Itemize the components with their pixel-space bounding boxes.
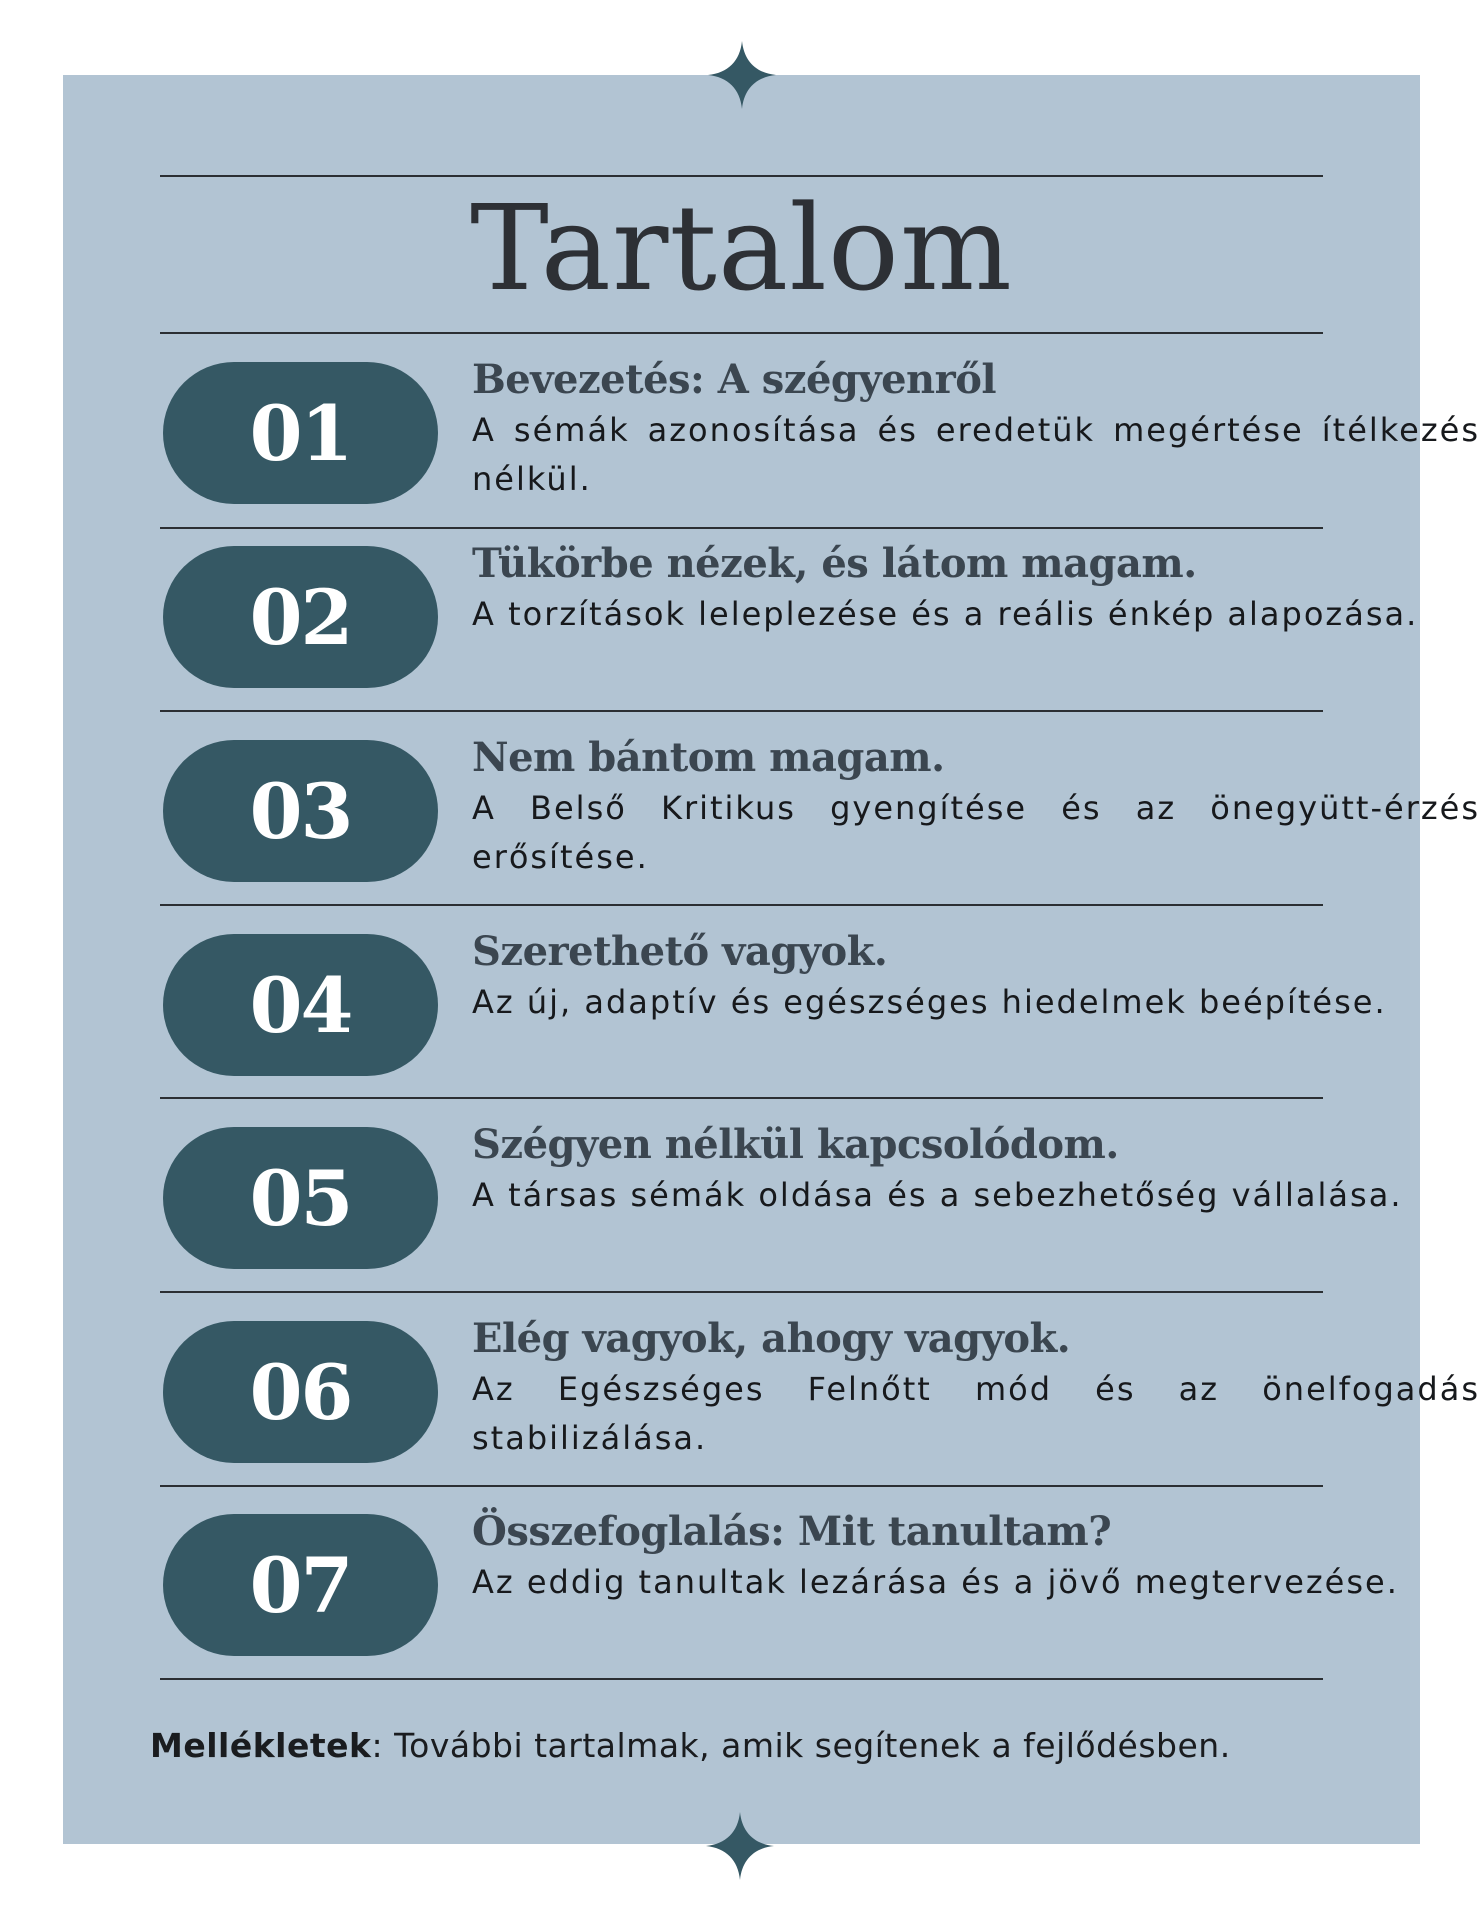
toc-item-05[interactable] [160,1107,1403,1301]
toc-item-01[interactable] [160,342,1480,536]
chapter-description: A Belső Kritikus gyengítése és az önegyütt-érzés erősítése. [472,789,1480,876]
chapter-number-badge: 06 [163,1321,438,1463]
toc-item-04[interactable] [160,914,1387,1108]
chapter-title: Nem bántom magam. [472,734,945,781]
toc-item-02[interactable] [160,526,1419,720]
chapter-number-badge: 04 [163,934,438,1076]
divider [160,1485,1323,1487]
chapter-description: A sémák azonosítása és eredetük megértése ítélkezés nélkül. [472,411,1480,498]
appendix-note [150,1724,1231,1768]
chapter-description: Az eddig tanultak lezárása és a jövő megtervezése. [472,1563,1399,1601]
divider [160,175,1323,177]
divider [160,904,1323,906]
chapter-description: Az új, adaptív és egészséges hiedelmek beépítése. [472,983,1387,1021]
chapter-title: Bevezetés: A szégyenről [472,356,997,403]
divider [160,1678,1323,1680]
chapter-title: Szégyen nélkül kapcsolódom. [472,1121,1119,1168]
star-ornament-icon [706,39,778,111]
toc-item-03[interactable] [160,720,1480,914]
appendix-label: Mellékletek [150,1726,372,1765]
chapter-description: A társas sémák oldása és a sebezhetőség vállalása. [472,1176,1403,1214]
chapter-description: Az Egészséges Felnőtt mód és az önelfogadás stabilizálása. [472,1370,1480,1457]
chapter-title: Szerethető vagyok. [472,928,888,975]
chapter-number-badge: 02 [163,546,438,688]
toc-item-07[interactable] [160,1494,1399,1688]
divider [160,1291,1323,1293]
star-ornament-icon [704,1810,776,1882]
appendix-text: : További tartalmak, amik segítenek a fejlődésben. [371,1726,1231,1765]
divider [160,1097,1323,1099]
page-title: Tartalom [470,179,1013,317]
chapter-title: Elég vagyok, ahogy vagyok. [472,1315,1071,1362]
chapter-number-badge: 01 [163,362,438,504]
divider [160,332,1323,334]
chapter-description: A torzítások leleplezése és a reális énkép alapozása. [472,595,1419,633]
toc-item-06[interactable] [160,1301,1480,1495]
chapter-title: Összefoglalás: Mit tanultam? [472,1508,1112,1555]
chapter-number-badge: 05 [163,1127,438,1269]
chapter-number-badge: 07 [163,1514,438,1656]
divider [160,710,1323,712]
chapter-number-badge: 03 [163,740,438,882]
chapter-title: Tükörbe nézek, és látom magam. [472,540,1197,587]
